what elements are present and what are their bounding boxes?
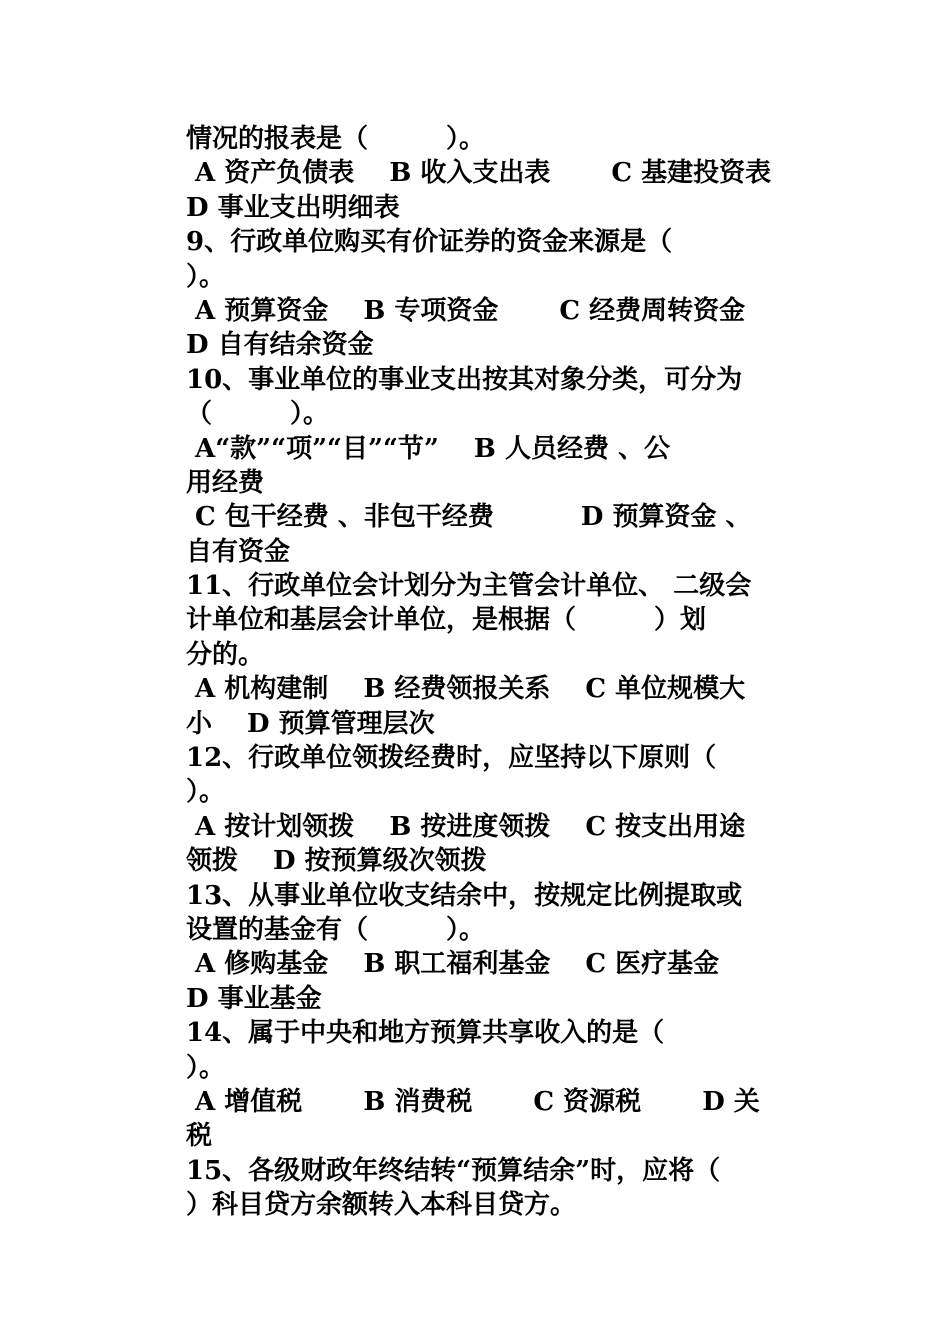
text-line: 设置的基金有（ ）。: [186, 914, 486, 945]
text-line: ）。: [186, 1052, 226, 1083]
text-line: 情况的报表是（ ）。: [186, 124, 486, 154]
text-line: 10、事业单位的事业支出按其对象分类，可分为: [186, 364, 743, 395]
text-line: A 资产负债表 B 收入支出表 C 基建投资表: [186, 158, 772, 189]
text-line: C 包干经费 、非包干经费 D 预算资金 、: [186, 502, 752, 533]
text-line: 11、行政单位会计划分为主管会计单位、 二级会: [186, 571, 752, 602]
text-line: A 预算资金 B 专项资金 C 经费周转资金: [186, 295, 746, 326]
text-line: 计单位和基层会计单位，是根据（ ）划: [186, 605, 707, 636]
text-line: 15、各级财政年终结转“预算结余”时，应将（: [186, 1155, 721, 1186]
text-line: 领拨 D 按预算级次领拨: [186, 846, 487, 877]
text-line: 9、行政单位购买有价证券的资金来源是（: [186, 227, 673, 258]
text-line: 13、从事业单位收支结余中，按规定比例提取或: [186, 880, 743, 911]
text-line: ）。: [186, 261, 226, 292]
text-line: ）科目贷方余额转入本科目贷方。: [186, 1190, 577, 1221]
text-line: D 事业支出明细表: [186, 192, 400, 223]
text-line: D 事业基金: [186, 983, 322, 1014]
text-line: A“款”“项”“目”“节” B 人员经费 、公: [186, 433, 670, 464]
text-line: （ ）。: [186, 399, 330, 430]
text-line: 小 D 预算管理层次: [186, 708, 435, 739]
text-line: A 增值税 B 消费税 C 资源税 D 关: [186, 1086, 760, 1117]
text-line: A 修购基金 B 职工福利基金 C 医疗基金: [186, 949, 720, 980]
text-line: D 自有结余资金: [186, 330, 374, 361]
text-line: 用经费: [186, 467, 265, 498]
text-line: 分的。: [186, 639, 265, 670]
text-line: A 机构建制 B 经费领报关系 C 单位规模大: [186, 674, 746, 705]
text-line: 自有资金: [186, 536, 291, 567]
text-line: 14、属于中央和地方预算共享收入的是（: [186, 1018, 665, 1049]
text-line: 税: [186, 1121, 213, 1152]
text-line: A 按计划领拨 B 按进度领拨 C 按支出用途: [186, 811, 746, 842]
text-line: 12、行政单位领拨经费时，应坚持以下原则（: [186, 743, 717, 774]
text-line: ）。: [186, 777, 226, 808]
document-page: [186, 122, 826, 1223]
